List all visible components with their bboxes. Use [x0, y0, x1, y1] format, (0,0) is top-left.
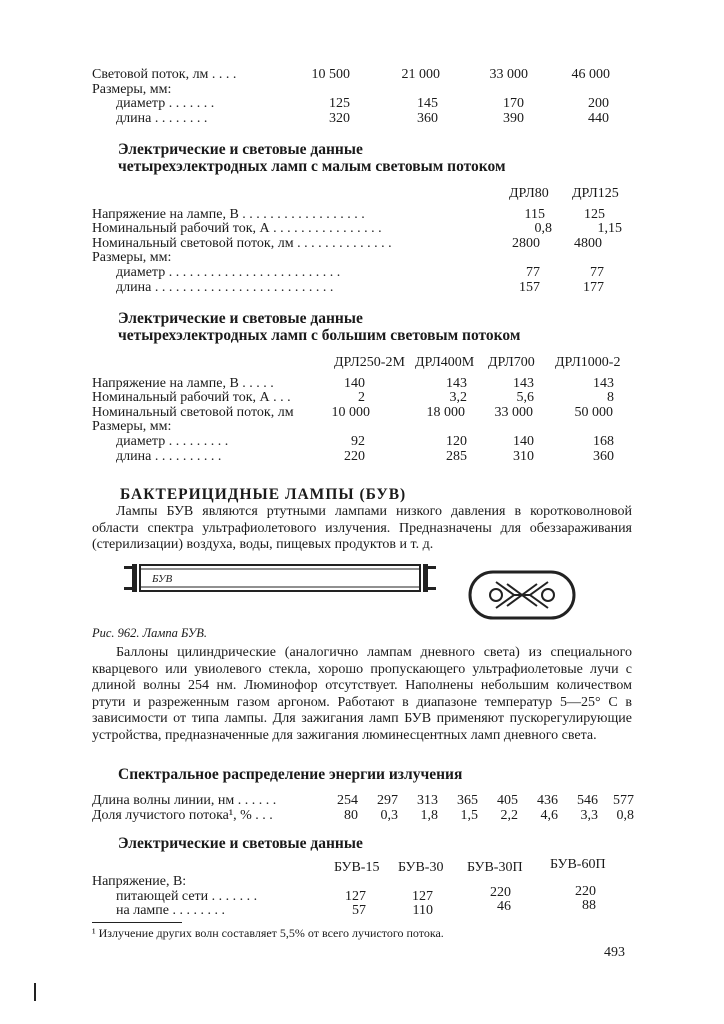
section2-row [92, 221, 382, 237]
table1-cell: 440 [588, 111, 609, 126]
spectral-cell: 546 [577, 793, 598, 808]
table1-cell: 10 500 [311, 67, 350, 82]
lamp-label: БУВ [152, 573, 173, 585]
section3-title-line1: Электрические и световые данные [118, 310, 363, 327]
spectral-cell: 436 [537, 793, 558, 808]
spectral-cell: 577 [613, 793, 634, 808]
table1-cell: 390 [503, 111, 524, 126]
table1-cell: 170 [503, 96, 524, 111]
leader-dots: . . . . . [242, 376, 274, 391]
row-label: длина [116, 280, 152, 295]
section3-cell: 2 [358, 390, 365, 405]
section2-row [116, 265, 340, 281]
row-label: Световой поток, лм [92, 67, 209, 82]
row-label: Номинальный рабочий ток, А [92, 221, 270, 236]
spectral-cell: 0,3 [380, 808, 398, 823]
section5-title: Электрические и световые данные [118, 835, 363, 852]
spectral-cell: 405 [497, 793, 518, 808]
table1-cell: 21 000 [401, 67, 440, 82]
section2-row-dims: Размеры, мм: [92, 250, 172, 265]
row-label: Номинальный световой поток, лм [92, 236, 294, 251]
row-label: диаметр [116, 96, 166, 111]
spectral-cell: 365 [457, 793, 478, 808]
spectral-cell: 3,3 [580, 808, 598, 823]
buv-lamp-end-view [462, 564, 582, 626]
leader-dots: . . . [273, 390, 291, 405]
table1-cell: 320 [329, 111, 350, 126]
leader-dots: . . . . . . . . [172, 903, 225, 918]
row-label: Длина волны линии, нм [92, 793, 235, 808]
leader-dots: . . . . . . . . . . . . . . . . . . . . . . . . . [168, 265, 341, 280]
table1-row-dims: Размеры, мм: [92, 82, 172, 97]
spectral-cell: 4,6 [540, 808, 558, 823]
row-label: Номинальный световой поток, лм [92, 405, 294, 420]
row-label: диаметр [116, 434, 166, 449]
section3-cell: 168 [593, 434, 614, 449]
section5-cell: 46 [497, 899, 511, 914]
spectral-cell: 0,8 [616, 808, 634, 823]
row-label: длина [116, 449, 152, 464]
leader-dots: . . . . . . . . . [168, 434, 229, 449]
table1-row-length [116, 111, 207, 127]
leader-dots: . . . . . . . . . . . . . . . . [273, 221, 382, 236]
section2-cell: 1,15 [597, 221, 622, 236]
section2-cell: 4800 [574, 236, 602, 251]
section3-cell: 8 [607, 390, 614, 405]
table1-cell: 145 [417, 96, 438, 111]
section2-col-header: ДРЛ80 [509, 186, 549, 201]
section3-cell: 140 [344, 376, 365, 391]
section2-cell: 77 [526, 265, 540, 280]
section3-cell: 10 000 [331, 405, 370, 420]
leader-dots: . . . . [211, 67, 237, 82]
row-label: длина [116, 111, 152, 126]
section5-cell: 88 [582, 898, 596, 913]
section2-cell: 125 [584, 207, 605, 222]
row-label: диаметр [116, 265, 166, 280]
section2-cell: 2800 [512, 236, 540, 251]
section5-row-voltage: Напряжение, В: [92, 874, 187, 889]
spectral-row-wavelength [92, 793, 276, 809]
buv-intro-paragraph: Лампы БУВ являются ртутными лампами низкого давления в коротковолновой области спектра ультрафиолетового излучения. Предназначены для обеззараживания (стерилизации) воздуха, воды, пищевых продуктов и т. д. [92, 504, 632, 553]
section3-cell: 143 [513, 376, 534, 391]
section3-cell: 143 [593, 376, 614, 391]
section3-col-header: ДРЛ250-2М [334, 355, 405, 370]
leader-dots: . . . . . . . . . . . . . . . . . . . . . . . . . . [154, 280, 334, 295]
spectral-cell: 80 [344, 808, 358, 823]
row-label: Доля лучистого потока¹, % [92, 808, 252, 823]
lamp-right-pins [423, 564, 436, 592]
section2-cell: 157 [519, 280, 540, 295]
spectral-cell: 313 [417, 793, 438, 808]
section3-cell: 140 [513, 434, 534, 449]
section5-cell: 127 [412, 889, 433, 904]
section5-col-header: БУВ-15 [334, 860, 380, 875]
section3-cell: 3,2 [449, 390, 467, 405]
section3-row [116, 434, 228, 450]
section3-cell: 50 000 [574, 405, 613, 420]
row-label: питающей сети [116, 889, 209, 904]
buv-heading: БАКТЕРИЦИДНЫЕ ЛАМПЫ (БУВ) [120, 486, 407, 503]
section3-cell: 143 [446, 376, 467, 391]
section3-cell: 120 [446, 434, 467, 449]
lamp-left-pins [124, 564, 137, 592]
leader-dots: . . . [255, 808, 273, 823]
spectral-cell: 1,5 [460, 808, 478, 823]
section2-cell: 115 [524, 207, 545, 222]
section2-cell: 0,8 [534, 221, 552, 236]
footnote: ¹ Излучение других волн составляет 5,5% от всего лучистого потока. [92, 926, 444, 940]
table1-cell: 125 [329, 96, 350, 111]
leader-dots: . . . . . . [237, 793, 277, 808]
table1-cell: 46 000 [571, 67, 610, 82]
table1-row-diameter [116, 96, 214, 112]
spectral-cell: 1,8 [420, 808, 438, 823]
page-number: 493 [604, 945, 625, 960]
section5-cell: 220 [490, 885, 511, 900]
section5-cell: 127 [345, 889, 366, 904]
footnote-rule [92, 922, 182, 923]
section2-row [116, 280, 333, 296]
row-label: Напряжение на лампе, В [92, 207, 239, 222]
section5-row [116, 903, 225, 919]
section3-cell: 310 [513, 449, 534, 464]
margin-mark [34, 983, 36, 1001]
table1-row-flux [92, 67, 236, 83]
leader-dots: . . . . . . . . . . [154, 449, 222, 464]
buv-body-paragraph: Баллоны цилиндрические (аналогично лампам дневного света) из специального кварцевого или увиолевого стекла, хорошо пропускающего ультрафиолетовые лучи с длиной волны 254 нм. Люминофор отсутствует. Наполнены небольшим количеством ртути и разреженным газом аргоном. Работают в диапазоне температур 5—25° С в зависимости от типа лампы. Для зажигания ламп БУВ применяют пускорегулирующие устройства, предназначенные для зажигания люминесцентных ламп дневного света. [92, 645, 632, 743]
figure-caption: Рис. 962. Лампа БУВ. [92, 626, 208, 640]
table1-cell: 33 000 [489, 67, 528, 82]
spectral-cell: 2,2 [500, 808, 518, 823]
section2-title-line1: Электрические и световые данные [118, 141, 363, 158]
section3-row [92, 390, 291, 406]
leader-dots: . . . . . . . . . . . . . . [297, 236, 392, 251]
row-label: на лампе [116, 903, 169, 918]
section3-col-header: ДРЛ1000-2 [555, 355, 621, 370]
section5-cell: 57 [352, 903, 366, 918]
section3-cell: 360 [593, 449, 614, 464]
leader-dots: . . . . . . . . [154, 111, 208, 126]
section3-row-dims: Размеры, мм: [92, 419, 172, 434]
section3-cell: 18 000 [426, 405, 465, 420]
section2-col-header: ДРЛ125 [572, 186, 619, 201]
section3-title-line2: четырехэлектродных ламп с большим световым потоком [118, 327, 521, 344]
section3-cell: 5,6 [516, 390, 534, 405]
spectral-title: Спектральное распределение энергии излучения [118, 766, 463, 783]
section3-cell: 92 [351, 434, 365, 449]
leader-dots: . . . . . . . . . . . . . . . . . . [242, 207, 365, 222]
table1-cell: 200 [588, 96, 609, 111]
spectral-row-fraction [92, 808, 273, 824]
leader-dots: . . . . . . . [168, 96, 215, 111]
section5-col-header: БУВ-30П [467, 860, 523, 875]
leader-dots: . . . . . . . [211, 889, 258, 904]
buv-lamp-figure [120, 558, 440, 618]
section5-col-header: БУВ-60П [550, 857, 606, 872]
section5-cell: 220 [575, 884, 596, 899]
section2-cell: 177 [583, 280, 604, 295]
row-label: Номинальный рабочий ток, А [92, 390, 270, 405]
section3-cell: 285 [446, 449, 467, 464]
section2-cell: 77 [590, 265, 604, 280]
spectral-cell: 297 [377, 793, 398, 808]
section3-cell: 33 000 [494, 405, 533, 420]
section3-col-header: ДРЛ700 [488, 355, 535, 370]
row-label: Напряжение на лампе, В [92, 376, 239, 391]
section3-cell: 220 [344, 449, 365, 464]
section2-title-line2: четырехэлектродных ламп с малым световым потоком [118, 158, 506, 175]
section5-cell: 110 [412, 903, 433, 918]
section3-col-header: ДРЛ400М [415, 355, 475, 370]
spectral-cell: 254 [337, 793, 358, 808]
section3-row [116, 449, 221, 465]
section5-col-header: БУВ-30 [398, 860, 444, 875]
table1-cell: 360 [417, 111, 438, 126]
